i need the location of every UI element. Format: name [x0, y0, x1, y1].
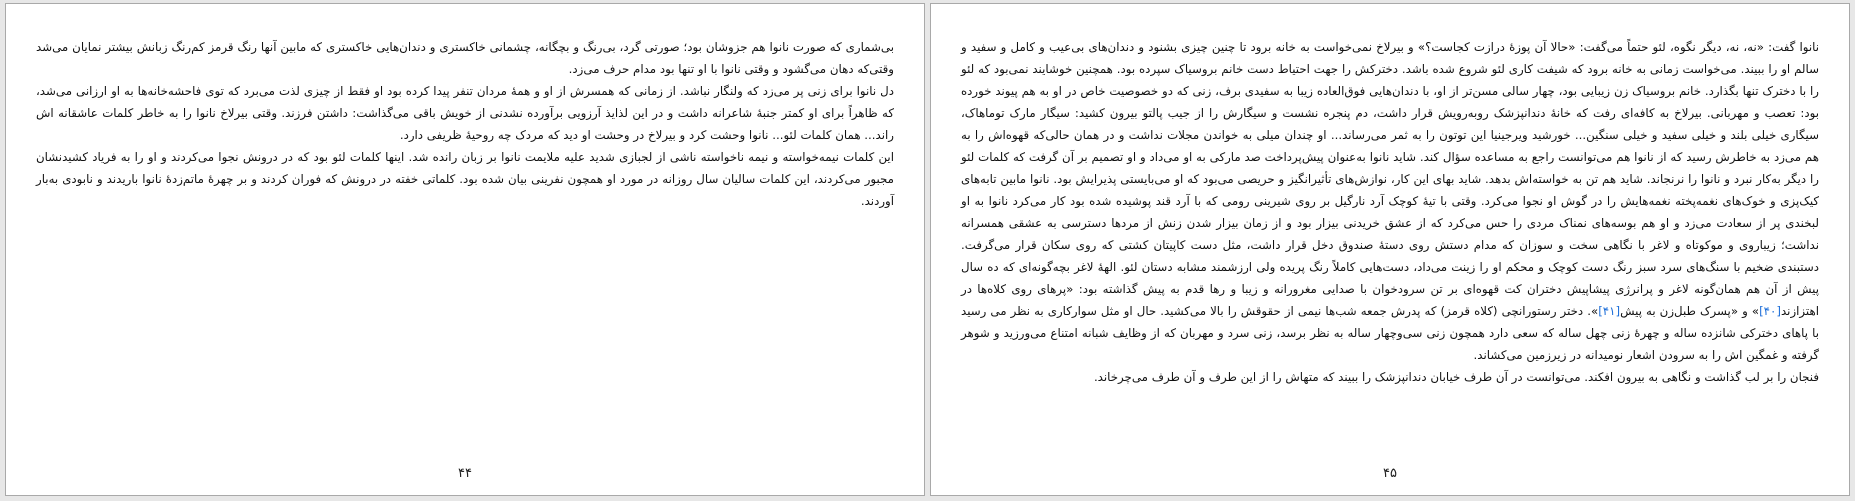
right-page-text: [961, 36, 1819, 388]
paragraph: دل نانوا برای زنی پر می‌زد که ولنگار نباشد. از زمانی که همسرش از او و همهٔ مردان تنفر پیدا کرده بود او فقط از چیزی لذت می‌برد که توی فاحشه‌خانه‌ها به او ارزانی می‌شد، که ظاهراً برای او کمتر جنبهٔ شاعرانه داشت و در این لذایذ آرزویی برآورده نشدنی از خویش باقی می‌گذاشت: داشتن فرزند. وقتی بیرلاخ نانوا را به خاطر کلمات عاشقانه اش راند... همان کلمات لئو... نانوا وحشت کرد و بیرلاخ در وحشت او دید که مردک چه روحیهٔ ظریفی دارد.: [36, 84, 894, 142]
paragraph: بی‌شماری که صورت نانوا هم جزوشان بود؛ صورتی گرد، بی‌رنگ و بچگانه، چشمانی خاکستری و دندان‌هایی خاکستری که مابین آنها رنگ قرمز کم‌رنگ زبانش بیشتر نمایان می‌شد وقتی‌که دهان می‌گشود و وقتی نانوا با او تنها بود مدام حرف می‌زد.: [36, 40, 894, 76]
paragraph-text: ». دختر رستورانچی (کلاه قرمز) که پدرش جمعه شب‌ها نیمی از حقوقش را بالا می‌کشید. حال او مثل سوارکاری به نظر می رسید با پاهای دخترکی شانزده ساله و چهرهٔ زنی چهل ساله که سعی دارد همچون زنی سی‌وچهار ساله به نظر برسد، زنی سرد و مهربان که از وظایف شبانه امتناع می‌ورزید و شوهر گرفته و غمگین اش را به سرودن اشعار نومیدانه در زیرزمین می‌کشاند.: [961, 304, 1819, 362]
left-page-text: [36, 36, 894, 212]
page-number: ۴۴: [458, 466, 472, 481]
left-page: [5, 3, 925, 496]
paragraph-text: نانوا گفت: «نه، نه، دیگر نگوه، لئو حتماً می‌گفت: «حالا آن پوزهٔ درازت کجاست؟» و بیرلاخ نمی‌خواست به خانه برود تا چنین چیزی بشنود و دندان‌های بی‌عیب و کامل و سفید و سالم او را ببیند. می‌خواست زمانی به خانه برود که شیفت کاری لئو شروع شده باشد. دخترکش را جهت احتیاط دست خانم بروسیاک سپرده بود. همچنین خوشایند نمی‌بود که لئو را با دخترک تنها بگذارد. خانم بروسیاک زن زیبایی بود، چهار سالی مسن‌تر از او، با دندان‌هایی فوق‌العاده زیبا به سفیدی برف، زنی که دو خصوصیت خاص در او به هم پیوند خورده بود: تعصب و مهربانی. بیرلاخ به کافه‌ای رفت که خانهٔ دندانپزشک روبه‌رویش قرار داشت، دم پنجره نشست و سیگارش را از جیب پالتو بیرون کشید: سیگار مارک توماهاک، سیگاری خیلی بلند و خیلی سفید و خیلی سنگین... خورشید ویرجینیا این توتون را به ثمر می‌رساند... او چندان میلی به خواندن مجلات نداشت و در همان حالی‌که قهوه‌اش را به هم می‌زد به خاطرش رسید که از نانوا هم می‌توانست راجع به مساعده سؤال کند. شاید نانوا به‌عنوان پیش‌پرداخت صد مارکی به او می‌داد و او تصمیم بر آن گرفت که کلمات لئو را دیگر به‌کار نبرد و نانوا را نرنجاند. شاید هم تن به خواسته‌اش بدهد. شاید بهای این کار، نوازش‌های تأثیرانگیز و حریصی می‌بود که او می‌بایستی پذیرایش بود. نانوا مابین تابه‌های کیک‌پزی و خوک‌های نغمه‌پخته نغمه‌هایش را در گوش او نجوا می‌کرد. وقتی با تیهٔ کوچک آرد نارگیل بر روی شیرینی رومی که با آرد قند پوشیده شده بود کار می‌کرد نانوا به او لبخندی پر از سعادت می‌زد و او هم بوسه‌های نمناک مردی را حس می‌کرد که از عشق خریدنی بیزار بود و از زمان بیزار شدن زنش از مردها دسترسی به عشقی همسرانه نداشت؛ زیباروی و موکوتاه و لاغر با نگاهی سخت و سوزان که مدام دستش روی دستهٔ صندوق دخل قرار داشت، مثل دست کاپیتان کشتی که روی سکان قرار می‌گرفت. دستبندی ضخیم با سنگ‌های سرد سبز رنگ دست کوچک و محکم او را زینت می‌داد، دست‌هایی کاملاً رنگ پریده ولی ارزشمند مشابه دستان لئو. الههٔ لاغر بچه‌گونه‌ای که ده سال پیش از آن هم همان‌گونه لاغر و پرانرژی پیشاپیش دختران کت قهوه‌ای بر تن سرودخوان با صدایی مغرورانه و زیبا و رها قدم به پیش گذاشته بود: «پرهای روی کلاه‌ها در اهتزازند: [961, 40, 1819, 318]
footnote-link[interactable]: [۴۰]: [1759, 304, 1781, 318]
right-page: [930, 3, 1850, 496]
paragraph: [961, 36, 1819, 366]
paragraph: این کلمات نیمه‌خواسته و نیمه ناخواسته ناشی از لجبازی شدید علیه ملایمت نانوا بر زبان رانده شد. اینها کلمات لئو بود که در درونش نجوا می‌کردند و او را به فریاد کشیدنشان مجبور می‌کردند، این کلمات سالیان سال روزانه در مورد او همچون نفرینی بیان شده بود. کلماتی خفته در درونش که فوران کردند و بر چهرهٔ ماتم‌زدهٔ نانوا باریدند و نابودی به‌بار آوردند.: [36, 150, 894, 208]
paragraph-text: » و «پسرک طبل‌زن به پیش: [1620, 304, 1760, 318]
page-number: ۴۵: [1383, 466, 1397, 481]
paragraph: فنجان را بر لب گذاشت و نگاهی به بیرون افکند. می‌توانست در آن طرف خیابان دندانپزشک را ببیند که متهاش را از این طرف و آن طرف می‌چرخاند.: [1093, 370, 1819, 384]
footnote-link[interactable]: [۴۱]: [1598, 304, 1621, 318]
